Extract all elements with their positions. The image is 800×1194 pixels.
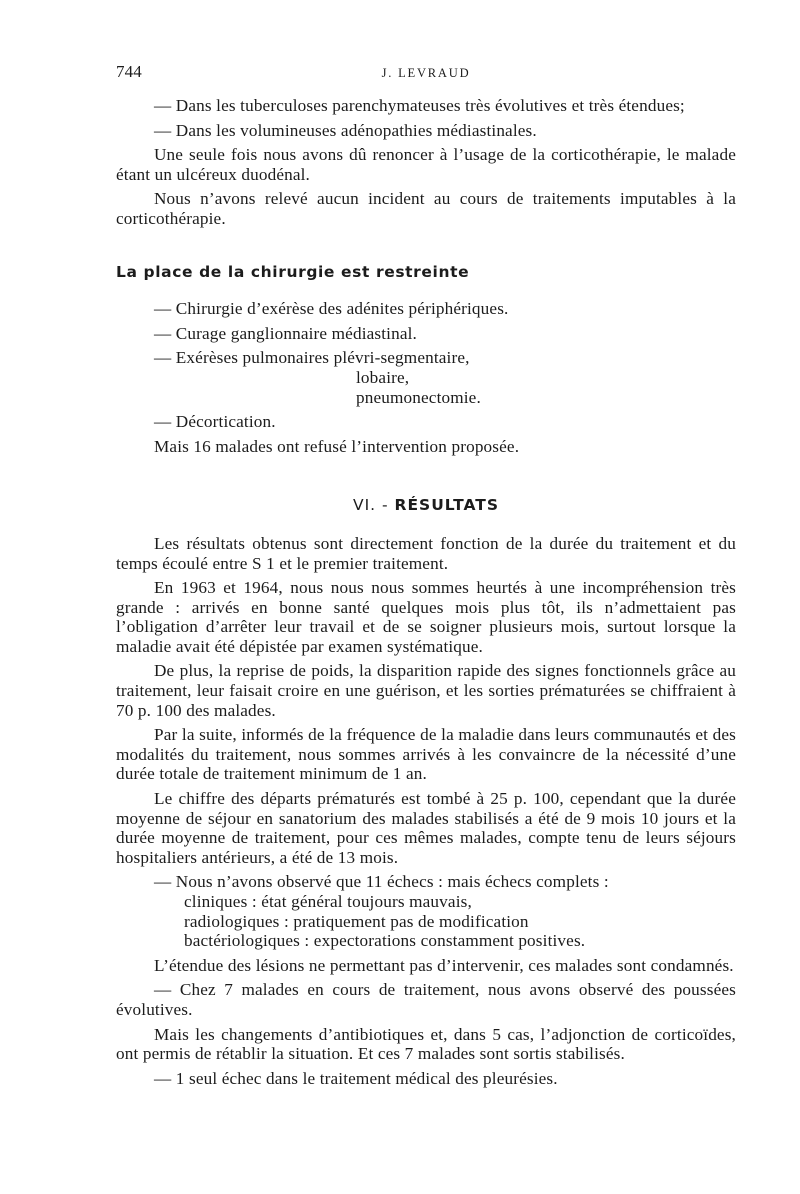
surgery-item-3-sub-2-line [356,368,736,388]
results-paragraph-1: Les résultats obtenus sont directement fonction de la durée du traitement et du temps écoulé entre S 1 et le premier traitement. [116,533,736,573]
page-number: 744 [116,62,142,81]
surgery-item-3-sub-1: plévri-segmentaire, [333,348,470,368]
running-head: J. LEVRAUD [381,66,471,80]
surgery-conclusion: Mais 16 malades ont refusé l’intervention proposée. [154,436,520,456]
results-paragraph-8: Mais les changements d’antibiotiques et, dans 5 cas, l’adjonction de corticoïdes, ont permis de rétablir la situation. Et ces 7 malades sont sortis stabilisés. [116,1024,736,1064]
surgery-item-4: — Décortication. [154,412,276,432]
surgery-item-2: — Curage ganglionnaire médiastinal. [154,323,417,343]
results-paragraph-5: Le chiffre des départs prématurés est tombé à 25 p. 100, cependant que la durée moyenne de séjour en sanatorium des malades stabilisés a été de 9 mois 10 jours et la durée moyenne de traitement, pour ces mêmes malades, compte tenu de leurs séjours hospitaliers antérieurs, a été de 13 mois. [116,789,736,867]
intro-paragraph-1: Une seule fois nous avons dû renoncer à l’usage de la corticothérapie, le malade étant un ulcéreux duodénal. [116,145,736,184]
results-section-title: RÉSULTATS [394,496,500,515]
surgery-section-title: La place de la chirurgie est restreinte [116,262,470,281]
document-page [116,62,736,1093]
failures-line: — Nous n’avons observé que 11 échecs : mais échecs complets : [154,872,609,892]
surgery-item-3 [154,348,736,368]
results-paragraph-4: Par la suite, informés de la fréquence de la maladie dans leurs communautés et des modalités du traitement, nous sommes arrivés à les convaincre de la nécessité d’une durée totale de traitement minimum de 1 an. [116,725,736,784]
results-paragraph-7: — Chez 7 malades en cours de traitement, nous avons observé des poussées évolutives. [116,980,736,1019]
page-header [116,62,736,86]
surgery-item-3-sub-3: pneumonectomie. [356,387,481,407]
failures-clinical: cliniques : état général toujours mauvais, [184,892,472,911]
intro-dash-1: — Dans les tuberculoses parenchymateuses très évolutives et très étendues; [154,96,685,115]
surgery-item-1: — Chirurgie d’exérèse des adénites périphériques. [154,299,509,319]
surgery-item-3-sub-2: lobaire, [356,367,410,387]
results-section-heading [116,496,736,516]
intro-paragraph-2: Nous n’avons relevé aucun incident au cours de traitements imputables à la corticothérapie. [116,189,736,228]
surgery-item-3-sub-3-line [356,388,736,408]
results-paragraph-2: En 1963 et 1964, nous nous nous sommes heurtés à une incompréhension très grande : arrivés en bonne santé quelques mois plus tôt, ils n’admettaient pas l’obligation d’arrêter leur travail et de se soigner plusieurs mois, surtout lorsque la maladie avait été dépistée par examen systématique. [116,578,736,656]
results-section-number: VI. - [352,496,389,515]
results-paragraph-6: L’étendue des lésions ne permettant pas d’intervenir, ces malades sont condamnés. [154,955,734,975]
intro-dash-2: — Dans les volumineuses adénopathies médiastinales. [154,120,537,140]
failures-radiological: radiologiques : pratiquement pas de modification [184,911,529,931]
results-paragraph-9: — 1 seul échec dans le traitement médical des pleurésies. [154,1068,558,1088]
surgery-item-3-prefix: — Exérèses pulmonaires [154,348,330,368]
results-paragraph-3: De plus, la reprise de poids, la disparition rapide des signes fonctionnels grâce au traitement, leur faisait croire en une guérison, et les sorties prématurées se chiffraient à 70 p. 100 des malades. [116,661,736,720]
failures-bacteriological: bactériologiques : expectorations constamment positives. [184,931,586,951]
